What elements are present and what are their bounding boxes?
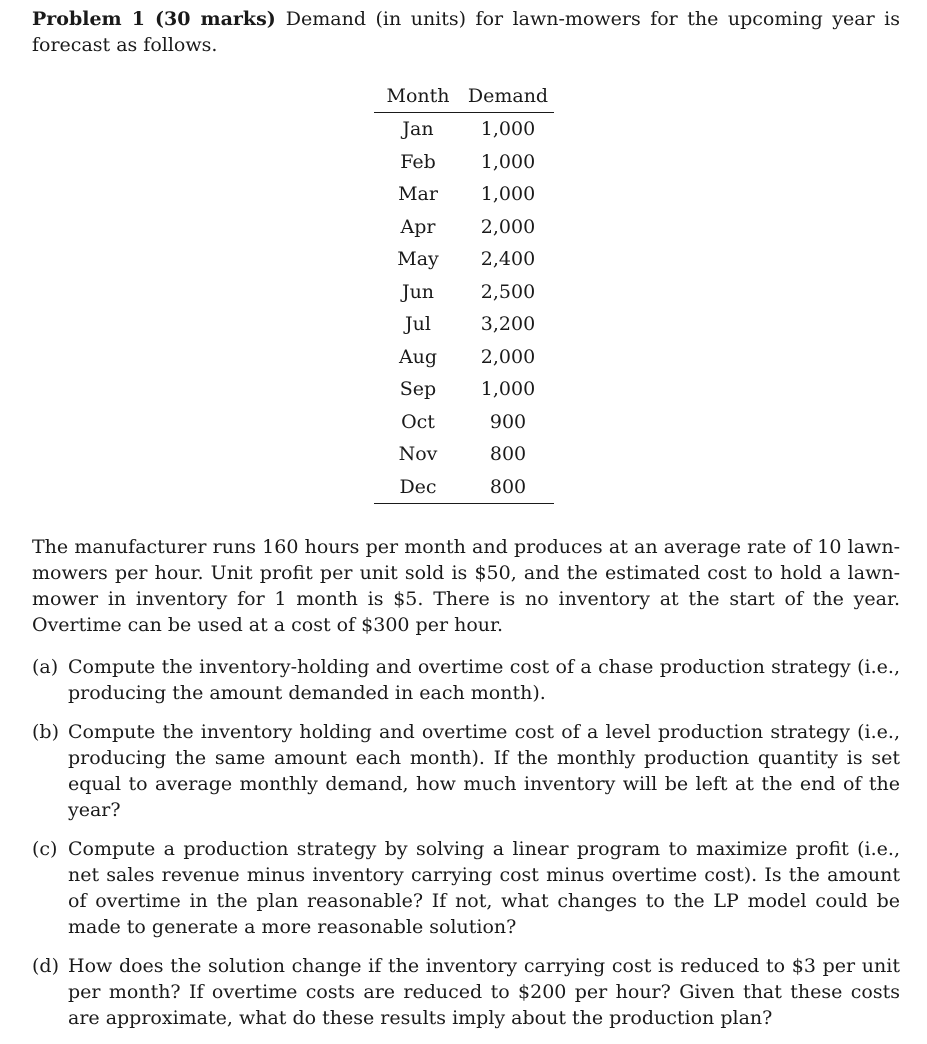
cell-month: Jun [401,280,435,303]
cell-demand: 3,200 [480,313,536,336]
table-row [374,341,554,374]
demand-table [374,80,554,504]
table-row [374,211,554,244]
cell-demand: 2,400 [480,248,536,271]
part-label: (a) [32,656,59,678]
cell-month: Jan [402,118,434,141]
cell-demand: 1,000 [480,150,536,173]
table-row [374,406,554,439]
cell-month: Sep [399,378,437,401]
cell-month: Dec [374,471,462,504]
list-item [32,654,900,706]
table-row [374,243,554,276]
table-header-row [374,80,554,113]
cell-demand: 2,000 [480,345,536,368]
cell-demand: 1,000 [480,378,536,401]
cell-month: Nov [398,443,438,466]
problem-intro-text: Demand (in units) for lawn-mowers for the upcoming year is forecast as follows. [32,8,900,56]
table-row [374,373,554,406]
list-item [32,719,900,823]
problem-intro [32,6,900,58]
cell-month: Aug [398,345,438,368]
part-label: (b) [32,721,59,743]
table-row [374,146,554,179]
cell-demand: 800 [462,471,554,504]
table-row [374,471,554,504]
cell-month: Jul [405,313,431,336]
cell-demand: 2,000 [480,215,536,238]
demand-table-wrap [374,80,554,504]
part-text: Compute the inventory holding and overtime cost of a level production strategy (i.e., producing the same amount each month). If the monthly production quantity is set equal to average monthly demand, how much inventory will be left at the end of the year? [68,721,900,821]
cell-month: Mar [398,183,438,206]
part-text: Compute a production strategy by solving a linear program to maximize profit (i.e., net sales revenue minus inventory carrying cost minus overtime cost). Is the amount of overtime in the plan reasonable? If not, what changes to the LP model could be made to generate a more reasonable solution? [68,838,900,938]
cell-demand: 800 [489,443,527,466]
table-row [374,276,554,309]
problem-parts [32,654,900,1044]
list-item [32,836,900,940]
cell-demand: 900 [489,410,527,433]
header-demand: Demand [462,80,554,113]
cell-month: Apr [400,215,436,238]
table-row [374,308,554,341]
list-item [32,953,900,1031]
part-text: How does the solution change if the inventory carrying cost is reduced to $3 per unit per month? If overtime costs are reduced to $200 per hour? Given that these costs are approximate, what do these results imply about the production plan? [68,955,900,1029]
cell-month: Oct [401,410,435,433]
problem-heading: Problem 1 (30 marks) [32,8,276,30]
demand-table-body [374,113,554,504]
cell-demand: 1,000 [480,118,536,141]
part-text: Compute the inventory-holding and overtime cost of a chase production strategy (i.e., producing the amount demanded in each month). [68,656,900,704]
cell-month: Feb [400,150,436,173]
cell-month: May [397,248,439,271]
cell-demand: 1,000 [480,183,536,206]
table-row [374,113,554,146]
table-row [374,438,554,471]
header-month: Month [374,80,462,113]
table-row [374,178,554,211]
problem-page [32,6,900,1029]
part-label: (d) [32,955,59,977]
problem-body-text: The manufacturer runs 160 hours per month and produces at an average rate of 10 lawn-mowers per hour. Unit profit per unit sold is $50, and the estimated cost to hold a lawn-mower in inventory for 1 month is $5. There is no inventory at the start of the year. Overtime can be used at a cost of $300 per hour. [32,536,900,636]
part-label: (c) [32,838,58,860]
cell-demand: 2,500 [480,280,536,303]
